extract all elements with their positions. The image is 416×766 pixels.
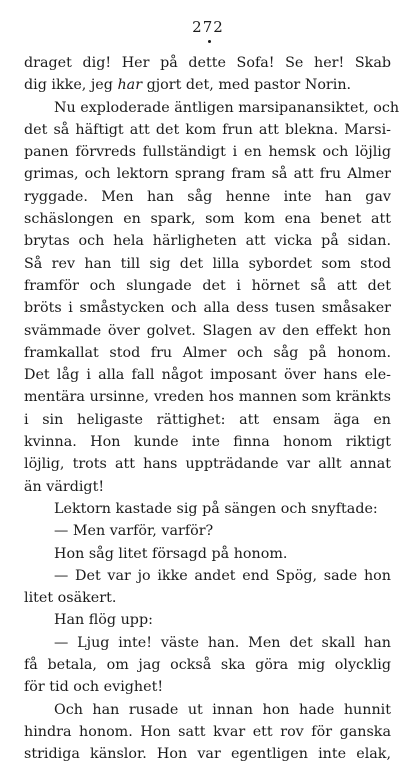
text-line: — Ljug inte! väste han. Men det skall han: [54, 634, 391, 651]
text-line: för tid och evighet!: [24, 679, 164, 696]
body-text: [24, 52, 400, 766]
text-line: löjlig, trots att hans uppträdande var allt annat: [24, 456, 391, 473]
text-segment: gjort det, med pastor Norin.: [142, 77, 352, 94]
text-line: Och han rusade ut innan hon hade hunnit: [54, 701, 391, 718]
text-line: i sin heligaste rättighet: att ensam äga en: [24, 411, 391, 428]
text-line: Det låg i alla fall något imposant över hans ele-: [24, 367, 391, 384]
text-line: svämmade över golvet. Slagen av den effekt hon: [24, 322, 391, 339]
text-line: kvinna. Hon kunde inte finna honom riktigt: [24, 434, 391, 451]
text-line: brytas och hela härligheten att vicka på sidan.: [24, 233, 391, 250]
text-line: panen förvreds fullständigt i en hemsk och löjlig: [24, 144, 391, 161]
text-line: hindra honom. Hon satt kvar ett rov för ganska: [24, 723, 391, 740]
text-line: Lektorn kastade sig på sängen och snyftade:: [54, 500, 378, 517]
text-line: mentära ursinne, vreden hos mannen som kränkts: [24, 389, 391, 406]
text-line: ryggade. Men han såg henne inte han gav: [24, 188, 391, 205]
text-line: schäslongen en spark, som kom ena benet att: [24, 211, 391, 228]
text-line: grimas, och lektorn sprang fram så att fru Almer: [24, 166, 391, 183]
text-line: Så rev han till sig det lilla sybordet som stod: [24, 255, 391, 272]
text-line: litet osäkert.: [24, 590, 117, 607]
text-line: få betala, om jag också ska göra mig olycklig: [24, 657, 391, 674]
text-line: Han flög upp:: [54, 612, 153, 629]
text-line: — Det var jo ikke andet end Spög, sade hon: [54, 567, 391, 584]
text-line: än värdigt!: [24, 478, 105, 495]
text-line: Nu exploderade äntligen marsipanansiktet, och: [54, 99, 400, 116]
text-line: bröts i småstycken och alla dess tusen småsaker: [24, 300, 391, 317]
text-line: det så häftigt att det kom frun att blekna. Marsi-: [24, 121, 391, 138]
ornament-dot: [208, 40, 211, 43]
text-line: Hon såg litet försagd på honom.: [54, 545, 288, 562]
emphasized-word: har: [117, 77, 143, 94]
text-segment: dig ikke, jeg: [24, 77, 118, 94]
text-line: [24, 74, 391, 96]
text-line: — Men varför, varför?: [54, 523, 214, 540]
text-line: framkallat stod fru Almer och såg på honom.: [24, 344, 391, 361]
text-line: stridiga känslor. Hon var egentligen inte elak,: [24, 746, 391, 763]
page-number: 272: [192, 18, 224, 36]
text-line: draget dig! Her på dette Sofa! Se her! Skab: [24, 55, 391, 71]
text-line: framför och slungade det i hörnet så att det: [24, 277, 391, 294]
